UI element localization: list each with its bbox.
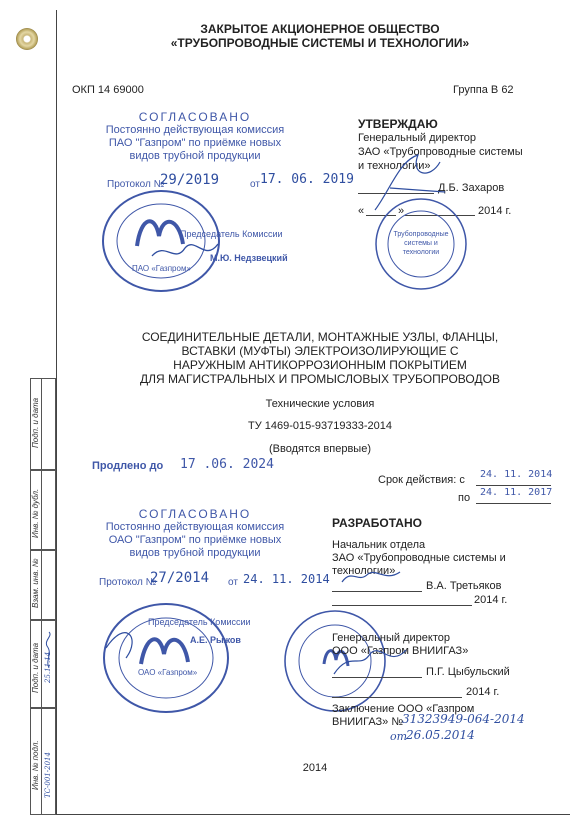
approval-stamp-bottom-line3: видов трубной продукции (129, 547, 261, 559)
validity-to-date: 24. 11. 2017 (480, 487, 553, 498)
approve-date-open: « (358, 205, 365, 217)
frame-bottom-line (30, 814, 570, 815)
validity-label: Срок действия: с (378, 474, 465, 486)
chair-bottom-label: Председатель Комиссии (148, 617, 251, 627)
seal-top-text: ПАО «Газпром» (132, 264, 191, 273)
title-line3: НАРУЖНЫМ АНТИКОРРОЗИОННЫМ ПОКРЫТИЕМ (173, 358, 467, 372)
developed-line1: Начальник отдела (332, 539, 426, 551)
approval-stamp-bottom (80, 507, 310, 560)
approval-stamp-title: СОГЛАСОВАНО (138, 110, 252, 124)
company-seal-right-text: Трубопроводные системы и технологии (393, 231, 449, 256)
frame-left-line (56, 10, 57, 815)
conclusion-date: 26.05.2014 (406, 728, 475, 742)
protocol-bottom-label: Протокол № (99, 577, 157, 588)
extended-date: 17 .06. 2024 (180, 457, 274, 472)
chair-top-label: Председатель Комиссии (180, 229, 283, 239)
protocol-top-number: 29/2019 (160, 172, 220, 188)
chair-top-name: М.Ю. Недзвецкий (210, 253, 288, 263)
side-registration-table (30, 378, 56, 815)
validity-to-label: по (458, 492, 471, 504)
approve-line2: ЗАО «Трубопроводные системы (358, 146, 523, 158)
developed-signature (340, 566, 410, 588)
footer-year: 2014 (302, 762, 328, 774)
binder-hole-grommet (16, 28, 38, 50)
director-signature (330, 640, 410, 680)
approval-stamp-line3: видов трубной продукции (129, 150, 261, 162)
side-label-sign-date-1: Подп. и дата (31, 397, 40, 448)
doc-subtitle: Технические условия (265, 398, 375, 410)
side-handwritten-date: 25.11.14 (44, 651, 52, 683)
approval-stamp-line2: ПАО "Газпром" по приёмке новых (108, 137, 282, 149)
side-label-sign-date-2: Подп. и дата (31, 642, 40, 693)
approval-stamp-bottom-line1: Постоянно действующая комиссия (105, 521, 285, 533)
extended-label: Продлено до (92, 460, 164, 472)
title-line2: ВСТАВКИ (МУФТЫ) ЭЛЕКТРОИЗОЛИРУЮЩИЕ С (181, 344, 459, 358)
protocol-bottom-number: 27/2014 (150, 570, 210, 586)
approve-year: 2014 г. (478, 205, 512, 217)
protocol-top-date: 17. 06. 2019 (260, 172, 354, 187)
side-label-inv-podl: Инв. № подл. (31, 740, 40, 790)
approve-date-mid: » (398, 205, 405, 217)
approval-stamp-bottom-title: СОГЛАСОВАНО (138, 507, 252, 521)
approval-stamp-bottom-line2: ОАО "Газпром" по приёмке новых (108, 534, 282, 546)
developed-line2: ЗАО «Трубопроводные системы и (332, 552, 506, 564)
director-line1: Генеральный директор (332, 632, 450, 644)
title-block (70, 330, 570, 386)
okp-code: ОКП 14 69000 (72, 84, 144, 96)
chair-bottom-name: А.Е. Рыжов (190, 635, 241, 645)
doc-note: (Вводятся впервые) (269, 443, 371, 455)
approval-stamp-line1: Постоянно действующая комиссия (105, 124, 285, 136)
company-name-line1: ЗАКРЫТОЕ АКЦИОНЕРНОЕ ОБЩЕСТВО (200, 22, 440, 36)
chair-top-signature (150, 236, 220, 266)
validity-from-date: 24. 11. 2014 (480, 469, 553, 480)
conclusion-line1: Заключение ООО «Газпром (332, 703, 475, 715)
approve-line3: и технологии» (358, 160, 431, 172)
protocol-bottom-from: от (228, 577, 238, 588)
conclusion-number: 31323949-064-2014 (402, 712, 525, 726)
approval-stamp-top (80, 110, 310, 163)
protocol-top-label: Протокол № (107, 179, 165, 190)
conclusion-line2: ВНИИГАЗ» № (332, 716, 404, 728)
developed-title: РАЗРАБОТАНО (332, 516, 422, 530)
side-signature-scribble (43, 630, 55, 670)
seal-bottom-text: ОАО «Газпром» (138, 668, 198, 677)
director-line2: ООО «Газпром ВНИИГАЗ» (332, 645, 469, 657)
side-label-inv-dubl: Инв. № дубл. (31, 488, 40, 538)
approve-line1: Генеральный директор (358, 132, 476, 144)
side-label-vzam-inv: Взам. инв. № (31, 558, 40, 608)
company-name-line2: «ТРУБОПРОВОДНЫЕ СИСТЕМЫ И ТЕХНОЛОГИИ» (170, 36, 470, 50)
title-line4: ДЛЯ МАГИСТРАЛЬНЫХ И ПРОМЫСЛОВЫХ ТРУБОПРОВОДОВ (140, 372, 500, 386)
protocol-top-from: от (250, 179, 260, 190)
developed-line3: технологии» (332, 565, 396, 577)
title-line1: СОЕДИНИТЕЛЬНЫЕ ДЕТАЛИ, МОНТАЖНЫЕ УЗЛЫ, ФЛАНЦЫ, (141, 330, 499, 344)
director-date-line (332, 686, 462, 698)
director-year: 2014 г. (466, 686, 500, 698)
approve-title: УТВЕРЖДАЮ (358, 117, 438, 131)
approve-signer: Д.Б. Захаров (438, 182, 505, 194)
director-signer: П.Г. Цыбульский (426, 666, 510, 678)
conclusion-from: от (390, 730, 408, 743)
developed-signer: В.А. Третьяков (426, 580, 502, 592)
side-handwritten-inv: ТС-001-2014 (44, 752, 52, 798)
developed-year: 2014 г. (474, 594, 508, 606)
protocol-bottom-date: 24. 11. 2014 (243, 572, 330, 586)
group-code: Группа В 62 (453, 84, 514, 96)
doc-code: ТУ 1469-015-93719333-2014 (248, 420, 392, 432)
developed-date-line (332, 594, 472, 606)
